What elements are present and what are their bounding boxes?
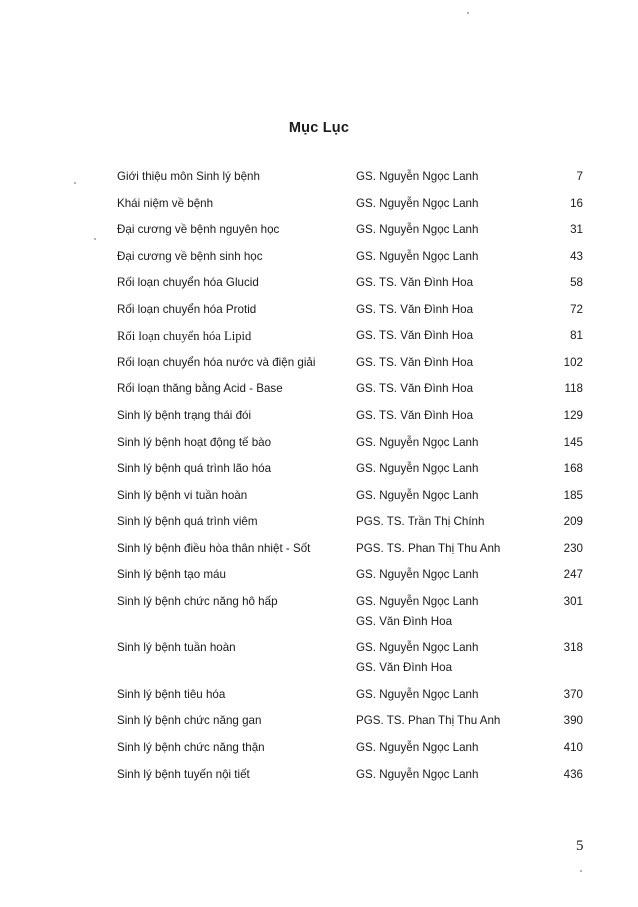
toc-author: GS. TS. Văn Đình Hoa [356, 302, 474, 316]
toc-author: GS. Nguyễn Ngọc Lanh [356, 435, 479, 449]
toc-authors [356, 247, 478, 267]
toc-authors [356, 539, 500, 559]
toc-author: GS. Nguyễn Ngọc Lanh [356, 170, 479, 183]
toc-chapter-title: Đại cương về bệnh sinh học [117, 249, 263, 263]
toc-author: GS. Nguyễn Ngọc Lanh [356, 594, 479, 608]
toc-authors [356, 765, 478, 785]
toc-author: GS. Nguyễn Ngọc Lanh [356, 568, 479, 582]
toc-page-number: 43 [570, 249, 583, 263]
toc-author: GS. Nguyễn Ngọc Lanh [356, 641, 479, 655]
page-title: Mục Lục [288, 120, 350, 136]
toc-chapter-title: Rối loạn thăng bằng Acid - Base [117, 382, 283, 396]
toc-page-number: 7 [576, 170, 583, 183]
toc-page-number: 230 [563, 541, 583, 555]
toc-chapter-title: Rối loạn chuyển hóa Protid [117, 302, 257, 316]
toc-author: GS. Nguyễn Ngọc Lanh [356, 462, 479, 476]
toc-authors [356, 433, 478, 453]
toc-page-number: 318 [563, 641, 583, 655]
toc-page-number: 145 [563, 435, 583, 449]
toc-authors [356, 220, 478, 240]
toc-authors [356, 300, 473, 320]
toc-page-number: 410 [563, 741, 583, 754]
toc-page-number: 168 [563, 462, 583, 476]
toc-chapter-title: Rối loạn chuyển hóa Glucid [117, 276, 259, 290]
toc-chapter-title: Đại cương về bệnh nguyên học [117, 223, 280, 237]
toc-chapter-title: Rối loạn chuyển hóa Lipid [117, 329, 252, 344]
toc-author: PGS. TS. Phan Thị Thu Anh [356, 541, 501, 555]
toc-authors [356, 379, 473, 399]
toc-authors [356, 486, 478, 506]
toc-chapter-title: Sinh lý bệnh hoạt động tế bào [117, 435, 272, 449]
toc-chapter-title: Sinh lý bệnh tuyến nội tiết [117, 767, 250, 781]
toc-chapter-title: Sinh lý bệnh quá trình viêm [117, 515, 258, 529]
toc-author: GS. TS. Văn Đình Hoa [356, 382, 474, 396]
toc-chapter-title: Giới thiệu môn Sinh lý bệnh [117, 170, 260, 183]
toc-author: GS. TS. Văn Đình Hoa [356, 276, 474, 290]
toc-authors [356, 638, 478, 678]
scan-speck [580, 870, 582, 872]
toc-author: PGS. TS. Trần Thị Chính [356, 515, 485, 529]
toc-chapter-title: Sinh lý bệnh tuần hoàn [117, 641, 236, 655]
toc-authors [356, 592, 478, 632]
toc-chapter-title: Sinh lý bệnh quá trình lão hóa [117, 462, 272, 476]
toc-authors [356, 167, 478, 187]
toc-author: GS. TS. Văn Đình Hoa [356, 408, 474, 422]
toc-page-number: 370 [563, 687, 583, 701]
toc-author: GS. Văn Đình Hoa [356, 661, 453, 675]
toc-page-number: 209 [563, 515, 583, 529]
toc-author: GS. Văn Đình Hoa [356, 614, 453, 628]
toc-authors [356, 565, 478, 585]
scan-speck [74, 182, 76, 184]
toc-page-number: 58 [570, 276, 583, 290]
toc-authors [356, 406, 473, 426]
toc-author: GS. TS. Văn Đình Hoa [356, 355, 474, 369]
toc-chapter-title: Sinh lý bệnh chức năng thận [117, 741, 265, 754]
toc-authors [356, 738, 478, 758]
toc-author: GS. Nguyễn Ngọc Lanh [356, 488, 479, 502]
toc-chapter-title: Sinh lý bệnh điều hòa thân nhiệt - Sốt [117, 541, 311, 555]
toc-author: GS. Nguyễn Ngọc Lanh [356, 687, 479, 701]
toc-author: GS. Nguyễn Ngọc Lanh [356, 223, 479, 237]
toc-page-number: 72 [570, 302, 583, 316]
toc-authors [356, 273, 473, 293]
toc-author: GS. TS. Văn Đình Hoa [356, 329, 474, 343]
toc-author: GS. Nguyễn Ngọc Lanh [356, 196, 479, 210]
toc-chapter-title: Sinh lý bệnh vi tuần hoàn [117, 488, 248, 502]
toc-chapter-title: Sinh lý bệnh chức năng gan [117, 714, 262, 728]
toc-chapter-title: Sinh lý bệnh tiêu hóa [117, 687, 226, 701]
toc-page-number: 436 [563, 767, 583, 781]
toc-author: GS. Nguyễn Ngọc Lanh [356, 767, 479, 781]
toc-author: GS. Nguyễn Ngọc Lanh [356, 249, 479, 263]
toc-authors [356, 711, 500, 731]
page-number: 5 [576, 838, 584, 854]
toc-chapter-title: Khái niệm về bệnh [117, 196, 214, 210]
toc-authors [356, 353, 473, 373]
toc-page-number: 247 [563, 568, 583, 582]
toc-authors [356, 512, 484, 532]
toc-page-number: 301 [563, 594, 583, 608]
toc-chapter-title: Rối loạn chuyển hóa nước và điện giải [117, 355, 316, 369]
toc-author: PGS. TS. Phan Thị Thu Anh [356, 714, 501, 728]
toc-author: GS. Nguyễn Ngọc Lanh [356, 741, 479, 754]
toc-chapter-title: Sinh lý bệnh chức năng hô hấp [117, 594, 278, 608]
toc-chapter-title: Sinh lý bệnh tạo máu [117, 568, 226, 582]
toc-page-number: 390 [563, 714, 583, 728]
toc-authors [356, 326, 473, 346]
toc-chapter-title: Sinh lý bệnh trạng thái đói [117, 408, 252, 422]
toc-page-number: 16 [570, 196, 583, 210]
toc-page-number: 81 [570, 329, 583, 343]
toc-page-number: 31 [570, 223, 583, 237]
toc-page-number: 118 [564, 382, 583, 396]
toc-page-number: 185 [563, 488, 583, 502]
toc-page-number: 129 [563, 408, 583, 422]
toc-authors [356, 194, 478, 214]
scan-speck [94, 238, 96, 240]
toc-authors [356, 459, 478, 479]
scan-speck [467, 12, 469, 14]
toc-page-number: 102 [563, 355, 583, 369]
toc-authors [356, 685, 478, 705]
